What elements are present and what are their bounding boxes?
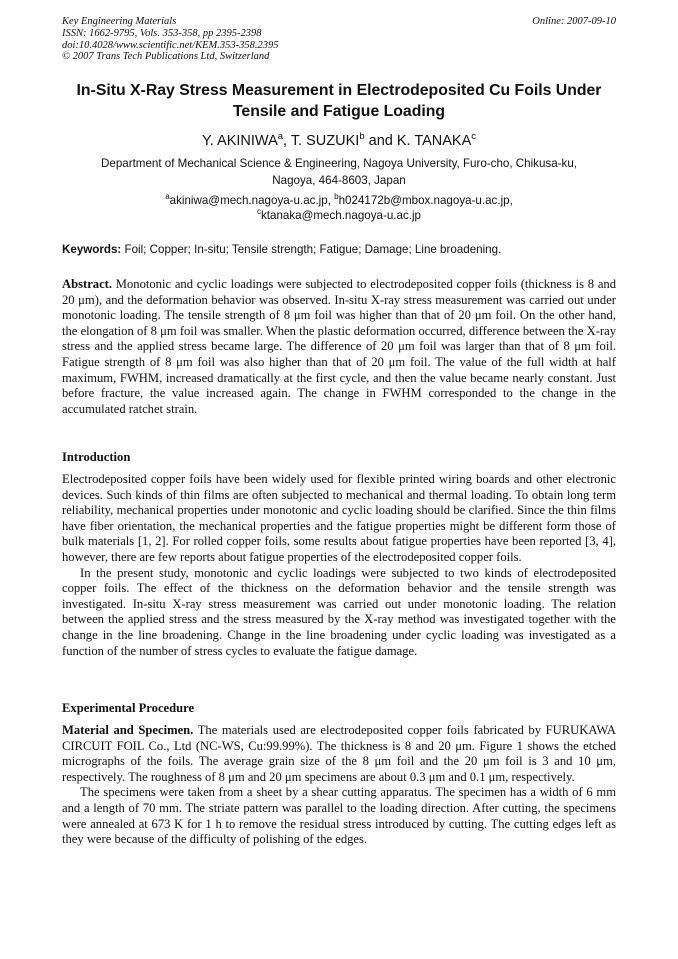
- experimental-heading: Experimental Procedure: [62, 701, 195, 715]
- email-2: h024172b@mbox.nagoya-u.ac.jp,: [338, 194, 513, 207]
- email-2-sup: b: [334, 192, 339, 202]
- author-3: K. TANAKA: [396, 133, 472, 149]
- author-3-sup: c: [471, 131, 477, 143]
- copyright-line: © 2007 Trans Tech Publications Ltd, Switzerland: [62, 51, 270, 63]
- exp-subheading: Material and Specimen.: [62, 723, 194, 737]
- author-2: T. SUZUKI: [290, 133, 360, 149]
- keywords: [62, 242, 616, 257]
- title-line-1: In-Situ X-Ray Stress Measurement in Electrodeposited Cu Foils Under: [76, 82, 602, 99]
- author-separator-2: and: [364, 133, 397, 149]
- journal-header: [62, 16, 616, 63]
- abstract-label: Abstract.: [62, 277, 113, 291]
- author-2-sup: b: [359, 131, 365, 143]
- paper-title: [62, 80, 616, 122]
- exp-paragraph-1-text: The materials used are electrodeposited copper foils fabricated by FURUKAWA CIRCUIT FOIL Co., Ltd (NC-WS, Cu:99.99%). The thickness is 8 and 20 μm. Figure 1 shows the etched micrographs of the foils. The average grain size of the 8 μm foil and the 20 μm foil is 3 and 10 μm, respectively. The roughness of 8 μm and 20 μm specimens are about 0.3 μm and 0.1 μm, respectively.: [62, 723, 616, 784]
- keywords-text: Foil; Copper; In-situ; Tensile strength; Fatigue; Damage; Line broadening.: [121, 243, 502, 256]
- author-1: Y. AKINIWA: [201, 133, 278, 149]
- email-1: akiniwa@mech.nagoya-u.ac.jp,: [169, 194, 335, 207]
- email-line-1: [62, 193, 616, 208]
- affiliation-line-1: Department of Mechanical Science & Engineering, Nagoya University, Furo-cho, Chikusa-ku,: [101, 157, 577, 170]
- email-line-2: [62, 208, 616, 223]
- email-block: [62, 193, 616, 223]
- affiliation: [62, 156, 616, 189]
- author-1-sup: a: [277, 131, 284, 143]
- exp-paragraph-1: [62, 723, 616, 785]
- online-date: Online: 2007-09-10: [532, 16, 616, 27]
- intro-paragraph-1: Electrodeposited copper foils have been widely used for flexible printed wiring boards and other electronic devices. Such kinds of thin films are often subjected to mechanical and thermal loading. To obtain long term reliability, mechanical properties under monotonic and cyclic loading should be clarified. Since the thin films have fiber orientation, the mechanical properties and the fatigue properties might be different form those of bulk materials [1, 2]. For rolled copper foils, some results about fatigue properties have been reported [3, 4], however, there are few reports about fatigue properties of the electrodeposited copper foils.: [62, 472, 616, 564]
- email-3-sup: c: [256, 207, 261, 217]
- title-line-2: Tensile and Fatigue Loading: [232, 103, 446, 120]
- affiliation-line-2: Nagoya, 464-8603, Japan: [272, 173, 406, 187]
- email-3: ktanaka@mech.nagoya-u.ac.jp: [260, 209, 421, 222]
- introduction-heading: Introduction: [62, 450, 131, 464]
- abstract: [62, 277, 616, 417]
- abstract-text: Monotonic and cyclic loadings were subjected to electrodeposited copper foils (thickness is 8 and 20 μm), and the deformation behavior was observed. In-situ X-ray stress measurement was carried out under monotonic loading. The tensile strength of 8 μm foil was higher than that of 20 μm foil. On the other hand, the elongation of 8 μm foil was smaller. When the plastic deformation occurred, difference between the X-ray stress and the applied stress became large. The difference of 20 μm foil was larger than that of 8 μm foil. Fatigue strength of 8 μm foil was also higher than that of 20 μm foil. The value of the full width at half maximum, FWHM, increased dramatically at the first cycle, and then the value became nearly constant. Just before fracture, the value increased again. The change in FWHM corresponded to the change in the accumulated ratchet strain.: [62, 277, 616, 416]
- journal-name: Key Engineering Materials: [62, 16, 177, 27]
- doi-line: doi:10.4028/www.scientific.net/KEM.353-358.2395: [62, 39, 279, 51]
- author-separator-1: ,: [283, 133, 291, 149]
- intro-paragraph-2: In the present study, monotonic and cyclic loadings were subjected to two kinds of electrodeposited copper foils. The effect of the thickness on the deformation behavior and the tensile strength was investigated. In-situ X-ray stress measurement was carried out under monotonic loading. The relation between the applied stress and the stress measured by the X-ray method was investigated together with the change in the line broadening. Change in the line broadening under cyclic loading was investigated as a function of the number of stress cycles to evaluate the fatigue damage.: [62, 565, 616, 658]
- keywords-label: Keywords:: [62, 243, 122, 256]
- issn-line: ISSN: 1662-9795, Vols. 353-358, pp 2395-2398: [62, 27, 262, 39]
- author-list: [62, 132, 616, 150]
- exp-paragraph-2: The specimens were taken from a sheet by a shear cutting apparatus. The specimen has a width of 6 mm and a length of 70 mm. The striate pattern was parallel to the loading direction. After cutting, the specimens were annealed at 673 K for 1 h to remove the residual stress introduced by cutting. The cutting edges left as they were because of the difficulty of polishing of the edges.: [62, 785, 616, 847]
- experimental-section: [62, 723, 616, 848]
- introduction-section: [62, 472, 616, 659]
- email-1-sup: a: [165, 192, 170, 202]
